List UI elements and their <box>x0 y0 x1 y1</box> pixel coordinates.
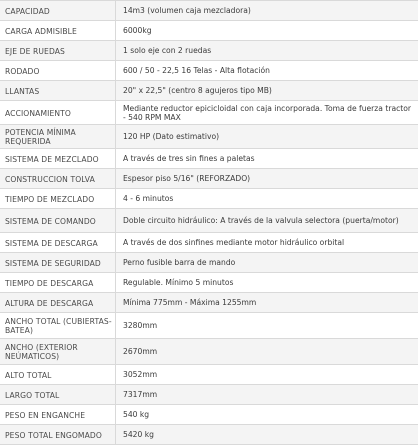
spec-row-rodado <box>0 61 418 81</box>
spec-row-potencia-minima <box>0 125 418 149</box>
spec-value: 7317mm <box>123 390 158 400</box>
spec-value: Mínima 775mm - Máxima 1255mm <box>123 298 257 308</box>
spec-row-capacidad <box>0 1 418 21</box>
spec-value: 20" x 22,5" (centro 8 agujeros tipo MB) <box>123 86 272 96</box>
spec-label: CONSTRUCCION TOLVA <box>0 169 116 188</box>
spec-row-carga-admisible <box>0 21 418 41</box>
spec-row-sistema-de-seguridad <box>0 253 418 273</box>
spec-row-ancho-total <box>0 313 418 339</box>
spec-label: LARGO TOTAL <box>0 385 116 404</box>
spec-row-largo-total <box>0 385 418 405</box>
spec-row-construccion-tolva <box>0 169 418 189</box>
spec-row-tiempo-de-mezclado <box>0 189 418 209</box>
spec-label: SISTEMA DE DESCARGA <box>0 233 116 252</box>
spec-row-tiempo-de-descarga <box>0 273 418 293</box>
spec-row-sistema-de-descarga <box>0 233 418 253</box>
spec-value: 5420 kg <box>123 430 154 440</box>
spec-label: ALTURA DE DESCARGA <box>0 293 116 312</box>
spec-row-altura-de-descarga <box>0 293 418 313</box>
spec-label: POTENCIA MÍNIMA REQUERIDA <box>0 125 116 148</box>
spec-value: 540 kg <box>123 410 150 420</box>
spec-value: 3280mm <box>123 321 158 331</box>
spec-row-alto-total <box>0 365 418 385</box>
spec-label: PESO TOTAL ENGOMADO <box>0 425 116 444</box>
spec-value: 1 solo eje con 2 ruedas <box>123 46 212 56</box>
spec-value: 3052mm <box>123 370 158 380</box>
spec-label: SISTEMA DE COMANDO <box>0 209 116 232</box>
spec-row-sistema-de-mezclado <box>0 149 418 169</box>
spec-label: RODADO <box>0 61 116 80</box>
spec-label: SISTEMA DE SEGURIDAD <box>0 253 116 272</box>
spec-value: 120 HP (Dato estimativo) <box>123 132 220 142</box>
spec-row-ancho-exterior <box>0 339 418 365</box>
spec-label: SISTEMA DE MEZCLADO <box>0 149 116 168</box>
spec-label: CAPACIDAD <box>0 1 116 20</box>
spec-value: Regulable. Mínimo 5 minutos <box>123 278 234 288</box>
spec-label: ANCHO TOTAL (CUBIERTAS-BATEA) <box>0 313 116 338</box>
spec-label: ANCHO (EXTERIOR NEÚMATICOS) <box>0 339 116 364</box>
spec-label: CARGA ADMISIBLE <box>0 21 116 40</box>
spec-row-eje-de-ruedas <box>0 41 418 61</box>
spec-value: Mediante reductor epicicloidal con caja incorporada. Toma de fuerza tractor - 540 RPM MAX <box>123 103 412 122</box>
spec-value: 600 / 50 - 22,5 16 Telas - Alta flotación <box>123 66 270 76</box>
spec-value: 4 - 6 minutos <box>123 194 174 204</box>
spec-label: EJE DE RUEDAS <box>0 41 116 60</box>
spec-label: PESO EN ENGANCHE <box>0 405 116 424</box>
spec-label: TIEMPO DE DESCARGA <box>0 273 116 292</box>
spec-value: A través de dos sinfines mediante motor hidráulico orbital <box>123 238 345 248</box>
spec-value: A través de tres sin fines a paletas <box>123 154 255 164</box>
spec-value: Espesor piso 5/16" (REFORZADO) <box>123 174 251 184</box>
spec-label: ACCIONAMIENTO <box>0 101 116 124</box>
spec-row-peso-en-enganche <box>0 405 418 425</box>
spec-row-sistema-de-comando <box>0 209 418 233</box>
spec-row-llantas <box>0 81 418 101</box>
spec-row-accionamiento <box>0 101 418 125</box>
spec-label: ALTO TOTAL <box>0 365 116 384</box>
spec-row-peso-total-engomado <box>0 425 418 445</box>
spec-value: Doble circuito hidráulico: A través de la valvula selectora (puerta/motor) <box>123 216 399 226</box>
spec-value: 2670mm <box>123 347 158 357</box>
spec-value: Perno fusible barra de mando <box>123 258 236 268</box>
spec-value: 6000kg <box>123 26 152 36</box>
spec-value: 14m3 (volumen caja mezcladora) <box>123 6 251 16</box>
spec-label: LLANTAS <box>0 81 116 100</box>
spec-label: TIEMPO DE MEZCLADO <box>0 189 116 208</box>
